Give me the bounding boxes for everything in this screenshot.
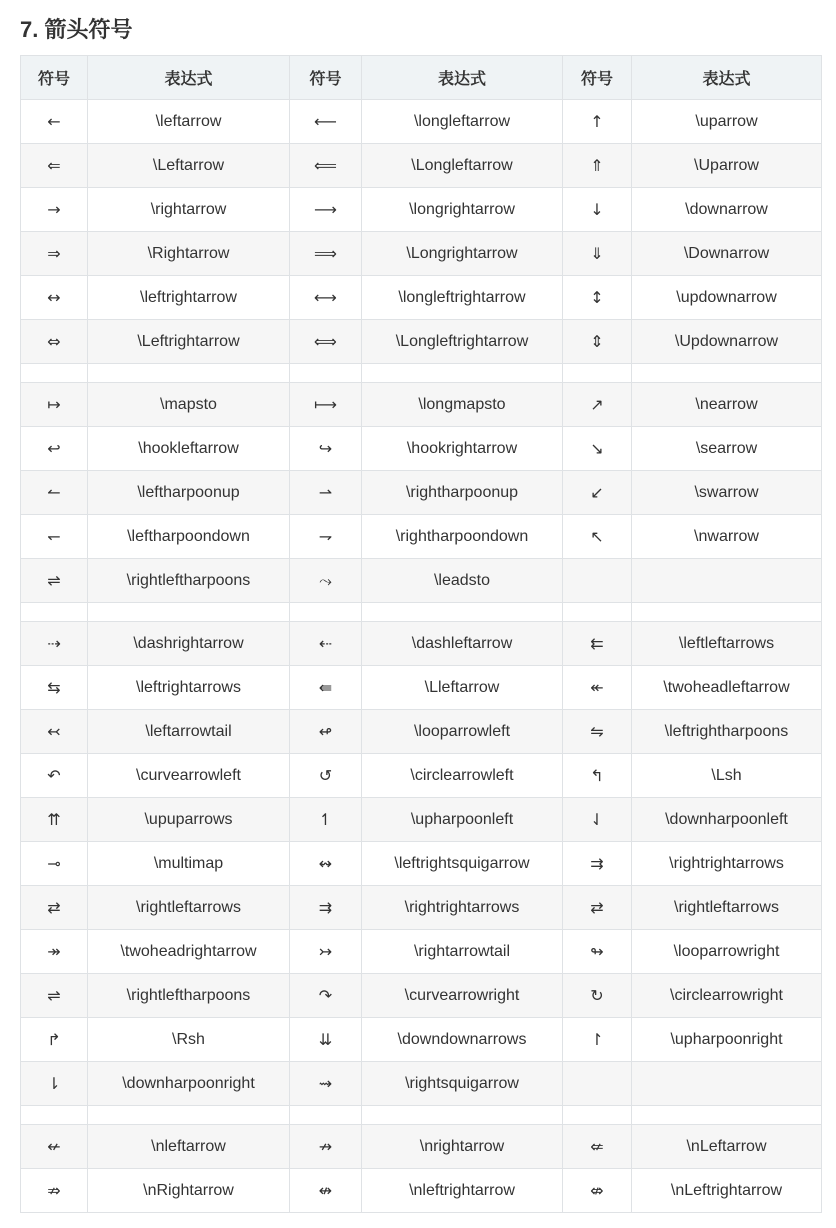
arrow-symbol-cell: ⇒ xyxy=(21,232,88,276)
arrow-symbol-cell: ⇊ xyxy=(290,1018,362,1062)
latex-expression-cell: \nleftrightarrow xyxy=(362,1169,563,1213)
latex-expression-cell: \Longleftrightarrow xyxy=(362,320,563,364)
latex-expression-cell: \downdownarrows xyxy=(362,1018,563,1062)
arrow-symbol-cell: ⇋ xyxy=(563,710,632,754)
latex-expression-cell: \nleftarrow xyxy=(88,1125,290,1169)
table-row xyxy=(21,100,822,144)
latex-expression-cell: \Lsh xyxy=(632,754,822,798)
expression-column-header: 表达式 xyxy=(362,56,563,100)
latex-expression-cell: \longleftarrow xyxy=(362,100,563,144)
arrow-symbol-cell: ↠ xyxy=(21,930,88,974)
latex-expression-cell: \nrightarrow xyxy=(362,1125,563,1169)
arrow-symbol-cell: ↦ xyxy=(21,383,88,427)
latex-expression-cell: \looparrowleft xyxy=(362,710,563,754)
arrow-symbol-cell: ⇕ xyxy=(563,320,632,364)
latex-expression-cell: \rightleftharpoons xyxy=(88,559,290,603)
latex-expression-cell: \leftleftarrows xyxy=(632,622,822,666)
table-row xyxy=(21,930,822,974)
table-row xyxy=(21,798,822,842)
spacer-cell xyxy=(21,603,88,622)
arrow-symbol-cell: ⇂ xyxy=(21,1062,88,1106)
latex-expression-cell: \rightleftarrows xyxy=(632,886,822,930)
latex-expression-cell: \Longrightarrow xyxy=(362,232,563,276)
spacer-cell xyxy=(632,364,822,383)
latex-expression-cell: \Updownarrow xyxy=(632,320,822,364)
latex-expression-cell xyxy=(632,559,822,603)
latex-expression-cell: \rightleftarrows xyxy=(88,886,290,930)
arrow-symbol-cell: ↖ xyxy=(563,515,632,559)
latex-expression-cell: \updownarrow xyxy=(632,276,822,320)
spacer-cell xyxy=(632,1106,822,1125)
arrow-symbol-cell: ↚ xyxy=(21,1125,88,1169)
arrow-symbol-cell: ⇀ xyxy=(290,471,362,515)
latex-expression-cell: \Longleftarrow xyxy=(362,144,563,188)
arrow-symbol-cell: ⇉ xyxy=(563,842,632,886)
latex-expression-cell: \curvearrowleft xyxy=(88,754,290,798)
latex-expression-cell: \upharpoonleft xyxy=(362,798,563,842)
latex-expression-cell: \rightarrow xyxy=(88,188,290,232)
latex-expression-cell: \leftharpoonup xyxy=(88,471,290,515)
latex-expression-cell: \rightharpoondown xyxy=(362,515,563,559)
arrow-symbol-cell: ↣ xyxy=(290,930,362,974)
spacer-cell xyxy=(290,1106,362,1125)
symbol-column-header: 符号 xyxy=(21,56,88,100)
table-row xyxy=(21,842,822,886)
arrow-symbol-cell: ⇌ xyxy=(21,974,88,1018)
latex-expression-cell: \leftharpoondown xyxy=(88,515,290,559)
arrow-symbol-cell: ↿ xyxy=(290,798,362,842)
arrow-symbol-cell: ↑ xyxy=(563,100,632,144)
arrow-symbol-cell: ↢ xyxy=(21,710,88,754)
latex-expression-cell: \rightsquigarrow xyxy=(362,1062,563,1106)
symbol-column-header: 符号 xyxy=(290,56,362,100)
arrow-symbol-cell: ⇄ xyxy=(21,886,88,930)
spacer-cell xyxy=(362,364,563,383)
latex-expression-cell: \leftrightarrows xyxy=(88,666,290,710)
arrow-symbol-cell: ⇠ xyxy=(290,622,362,666)
arrow-symbol-cell: ↬ xyxy=(563,930,632,974)
spacer-cell xyxy=(362,1106,563,1125)
spacer-cell xyxy=(563,603,632,622)
latex-expression-cell: \nLeftrightarrow xyxy=(632,1169,822,1213)
latex-expression-cell: \dashrightarrow xyxy=(88,622,290,666)
table-row xyxy=(21,710,822,754)
arrow-symbol-cell: ↽ xyxy=(21,515,88,559)
spacer-cell xyxy=(362,603,563,622)
spacer-cell xyxy=(290,364,362,383)
group-spacer-row xyxy=(21,603,822,622)
latex-expression-cell: \dashleftarrow xyxy=(362,622,563,666)
symbol-column-header: 符号 xyxy=(563,56,632,100)
arrow-symbol-cell: ⇔ xyxy=(21,320,88,364)
arrow-symbol-cell: ↰ xyxy=(563,754,632,798)
spacer-cell xyxy=(632,603,822,622)
spacer-cell xyxy=(21,364,88,383)
arrow-symbol-cell xyxy=(563,1062,632,1106)
arrow-symbol-cell: ⇝ xyxy=(290,1062,362,1106)
arrow-symbol-cell: ↙ xyxy=(563,471,632,515)
latex-expression-cell xyxy=(632,1062,822,1106)
expression-column-header: 表达式 xyxy=(632,56,822,100)
latex-expression-cell: \longrightarrow xyxy=(362,188,563,232)
spacer-cell xyxy=(88,603,290,622)
latex-expression-cell: \nwarrow xyxy=(632,515,822,559)
latex-expression-cell: \upuparrows xyxy=(88,798,290,842)
spacer-cell xyxy=(290,603,362,622)
latex-expression-cell: \leadsto xyxy=(362,559,563,603)
table-row xyxy=(21,974,822,1018)
latex-expression-cell: \twoheadrightarrow xyxy=(88,930,290,974)
arrow-symbol-cell: ⇍ xyxy=(563,1125,632,1169)
group-spacer-row xyxy=(21,1106,822,1125)
latex-expression-cell: \mapsto xyxy=(88,383,290,427)
expression-column-header: 表达式 xyxy=(88,56,290,100)
arrow-symbols-table xyxy=(20,55,822,1213)
latex-expression-cell: \leftrightharpoons xyxy=(632,710,822,754)
spacer-cell xyxy=(88,1106,290,1125)
arrow-symbol-cell: ⇌ xyxy=(21,559,88,603)
latex-expression-cell: \downharpoonleft xyxy=(632,798,822,842)
arrow-symbol-cell: ⇏ xyxy=(21,1169,88,1213)
arrow-symbol-cell: ⟹ xyxy=(290,232,362,276)
arrow-symbol-cell: ⇚ xyxy=(290,666,362,710)
spacer-cell xyxy=(21,1106,88,1125)
arrow-symbol-cell: ⇆ xyxy=(21,666,88,710)
arrow-symbol-cell: → xyxy=(21,188,88,232)
arrow-symbol-cell: ⟼ xyxy=(290,383,362,427)
latex-expression-cell: \longleftrightarrow xyxy=(362,276,563,320)
table-row xyxy=(21,515,822,559)
arrow-symbol-cell: ⤳ xyxy=(290,559,362,603)
table-row xyxy=(21,232,822,276)
table-row xyxy=(21,427,822,471)
latex-expression-cell: \downharpoonright xyxy=(88,1062,290,1106)
spacer-cell xyxy=(563,1106,632,1125)
table-row xyxy=(21,754,822,798)
arrow-symbol-cell: ⇑ xyxy=(563,144,632,188)
arrow-symbol-cell: ⇓ xyxy=(563,232,632,276)
latex-expression-cell: \leftrightsquigarrow xyxy=(362,842,563,886)
latex-expression-cell: \Leftrightarrow xyxy=(88,320,290,364)
latex-expression-cell: \swarrow xyxy=(632,471,822,515)
latex-expression-cell: \searrow xyxy=(632,427,822,471)
arrow-symbol-cell: ⟺ xyxy=(290,320,362,364)
arrow-symbol-cell: ↺ xyxy=(290,754,362,798)
arrow-symbol-cell: ↻ xyxy=(563,974,632,1018)
table-row xyxy=(21,1018,822,1062)
latex-expression-cell: \twoheadleftarrow xyxy=(632,666,822,710)
section-heading: 7. 箭头符号 xyxy=(20,17,133,42)
arrow-symbol-cell: ↞ xyxy=(563,666,632,710)
arrow-symbol-cell: ↮ xyxy=(290,1169,362,1213)
table-body xyxy=(21,100,822,1213)
latex-expression-cell: \circlearrowright xyxy=(632,974,822,1018)
table-row xyxy=(21,1125,822,1169)
spacer-cell xyxy=(88,364,290,383)
arrow-symbol-cell: ↾ xyxy=(563,1018,632,1062)
latex-expression-cell: \Lleftarrow xyxy=(362,666,563,710)
latex-expression-cell: \hookleftarrow xyxy=(88,427,290,471)
arrow-symbol-cell: ⟷ xyxy=(290,276,362,320)
arrow-symbol-cell: ↱ xyxy=(21,1018,88,1062)
latex-expression-cell: \nearrow xyxy=(632,383,822,427)
latex-expression-cell: \Rightarrow xyxy=(88,232,290,276)
group-spacer-row xyxy=(21,364,822,383)
arrow-symbol-cell: ⟵ xyxy=(290,100,362,144)
arrow-symbol-cell: ⊸ xyxy=(21,842,88,886)
spacer-cell xyxy=(563,364,632,383)
table-row xyxy=(21,320,822,364)
arrow-symbol-cell: ↫ xyxy=(290,710,362,754)
latex-expression-cell: \downarrow xyxy=(632,188,822,232)
latex-expression-cell: \Uparrow xyxy=(632,144,822,188)
latex-expression-cell: \hookrightarrow xyxy=(362,427,563,471)
latex-expression-cell: \upharpoonright xyxy=(632,1018,822,1062)
arrow-symbol-cell: ↭ xyxy=(290,842,362,886)
latex-expression-cell: \leftarrow xyxy=(88,100,290,144)
table-row xyxy=(21,383,822,427)
latex-expression-cell: \leftrightarrow xyxy=(88,276,290,320)
arrow-symbol-cell: ↛ xyxy=(290,1125,362,1169)
arrow-symbol-cell: ↼ xyxy=(21,471,88,515)
arrow-symbol-cell: ⟶ xyxy=(290,188,362,232)
arrow-symbol-cell: ↘ xyxy=(563,427,632,471)
table-row xyxy=(21,1169,822,1213)
latex-expression-cell: \rightrightarrows xyxy=(632,842,822,886)
table-row xyxy=(21,559,822,603)
latex-expression-cell: \circlearrowleft xyxy=(362,754,563,798)
arrow-symbol-cell: ↔ xyxy=(21,276,88,320)
table-row xyxy=(21,144,822,188)
table-row xyxy=(21,622,822,666)
latex-expression-cell: \Downarrow xyxy=(632,232,822,276)
table-row xyxy=(21,1062,822,1106)
latex-expression-cell: \leftarrowtail xyxy=(88,710,290,754)
arrow-symbol-cell: ↶ xyxy=(21,754,88,798)
latex-expression-cell: \looparrowright xyxy=(632,930,822,974)
arrow-symbol-cell: ↓ xyxy=(563,188,632,232)
arrow-symbol-cell: ⇄ xyxy=(563,886,632,930)
arrow-symbol-cell: ⇇ xyxy=(563,622,632,666)
arrow-symbol-cell: ⇎ xyxy=(563,1169,632,1213)
arrow-symbol-cell xyxy=(563,559,632,603)
arrow-symbol-cell: ⇉ xyxy=(290,886,362,930)
arrow-symbol-cell: ↩ xyxy=(21,427,88,471)
arrow-symbol-cell: ↕ xyxy=(563,276,632,320)
arrow-symbol-cell: ⇈ xyxy=(21,798,88,842)
arrow-symbol-cell: ⇁ xyxy=(290,515,362,559)
arrow-symbol-cell: ⇐ xyxy=(21,144,88,188)
arrow-symbol-cell: ← xyxy=(21,100,88,144)
table-row xyxy=(21,666,822,710)
latex-expression-cell: \rightharpoonup xyxy=(362,471,563,515)
arrow-symbol-cell: ⟸ xyxy=(290,144,362,188)
arrow-symbol-cell: ↷ xyxy=(290,974,362,1018)
latex-expression-cell: \nLeftarrow xyxy=(632,1125,822,1169)
latex-expression-cell: \curvearrowright xyxy=(362,974,563,1018)
latex-expression-cell: \rightleftharpoons xyxy=(88,974,290,1018)
latex-expression-cell: \uparrow xyxy=(632,100,822,144)
latex-expression-cell: \Rsh xyxy=(88,1018,290,1062)
arrow-symbol-cell: ↪ xyxy=(290,427,362,471)
table-row xyxy=(21,886,822,930)
latex-expression-cell: \Leftarrow xyxy=(88,144,290,188)
latex-expression-cell: \multimap xyxy=(88,842,290,886)
arrow-symbol-cell: ↗ xyxy=(563,383,632,427)
table-row xyxy=(21,471,822,515)
table-row xyxy=(21,276,822,320)
arrow-symbol-cell: ⇢ xyxy=(21,622,88,666)
table-header-row xyxy=(21,56,822,100)
arrow-symbol-cell: ⇃ xyxy=(563,798,632,842)
latex-expression-cell: \rightrightarrows xyxy=(362,886,563,930)
latex-expression-cell: \longmapsto xyxy=(362,383,563,427)
table-row xyxy=(21,188,822,232)
latex-expression-cell: \nRightarrow xyxy=(88,1169,290,1213)
latex-expression-cell: \rightarrowtail xyxy=(362,930,563,974)
